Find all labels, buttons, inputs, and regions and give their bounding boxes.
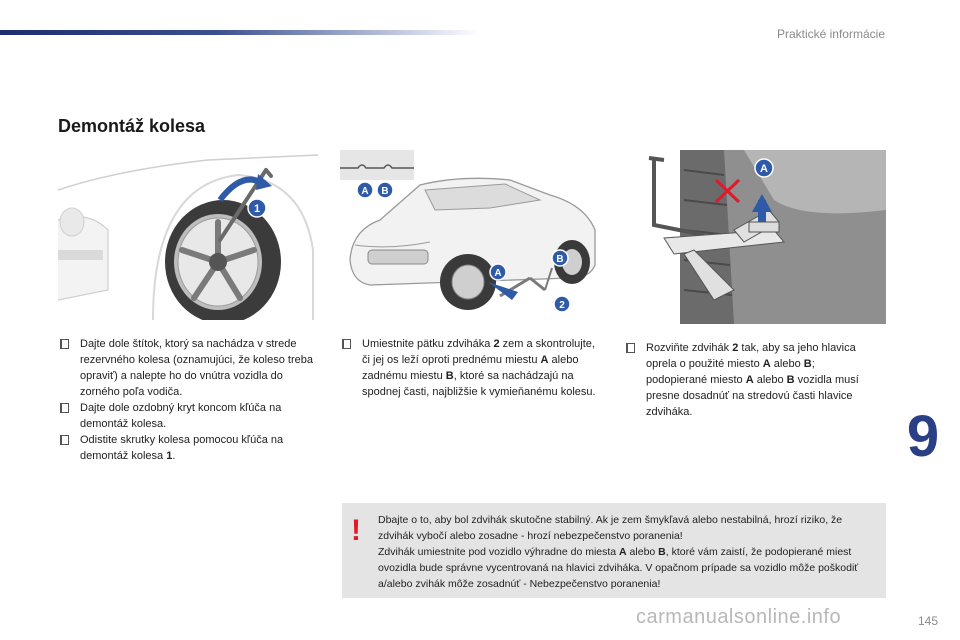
figure-car-jack-points — [340, 150, 602, 320]
jack-positioning-illustration — [624, 150, 886, 324]
instructions-column-2 — [340, 336, 598, 400]
page-number: 145 — [917, 614, 938, 628]
instructions-column-1 — [58, 336, 314, 464]
list-item — [58, 432, 314, 464]
figure-wheel-wrench — [58, 150, 318, 320]
warning-line: alebo — [626, 546, 659, 558]
bullet-icon — [342, 339, 351, 349]
list-item — [58, 336, 314, 400]
wheel-wrench-illustration — [58, 150, 318, 320]
warning-line: Zdvihák umiestnite pod vozidlo výhradne do miesta — [378, 546, 620, 558]
bullet-icon — [60, 435, 69, 445]
callout-a-jack-head: A — [760, 163, 768, 175]
header-accent-bar — [0, 30, 480, 35]
list-item — [58, 400, 314, 432]
instruction-text: zem a skontrolujte, či jej os leží oproti prednému miestu — [362, 338, 595, 366]
list-item — [340, 336, 598, 400]
callout-jack-2: 2 — [559, 300, 565, 311]
reference-1: 1 — [166, 450, 173, 462]
figure-jack-positioning — [624, 150, 886, 324]
instruction-text: alebo — [770, 358, 804, 370]
callout-a: A — [361, 186, 369, 197]
reference-a: A — [540, 354, 549, 366]
instruction-text: vozidla musí presne dosadnúť na stredovú časti hlavice zdviháka. — [646, 374, 859, 418]
reference-2: 2 — [732, 342, 739, 354]
instructions-column-3 — [624, 340, 874, 420]
watermark: carmanualsonline.info — [636, 606, 842, 628]
callout-b-under-car: B — [556, 254, 564, 265]
bullet-icon — [60, 339, 69, 349]
reference-b: B — [658, 546, 666, 558]
reference-a: A — [745, 374, 754, 386]
bullet-icon — [60, 403, 69, 413]
instruction-text: alebo zadnému miestu — [362, 354, 579, 382]
callout-b: B — [381, 186, 389, 197]
reference-a: A — [619, 546, 627, 558]
instruction-text: tak, aby sa jeho hlavica oprela o použité miesto — [646, 342, 856, 370]
car-jack-illustration — [340, 150, 602, 320]
warning-icon: ! — [351, 514, 361, 547]
reference-a: A — [762, 358, 771, 370]
callout-1: 1 — [253, 203, 261, 215]
instruction-text: Rozviňte zdvihák — [646, 342, 733, 354]
warning-text — [378, 512, 880, 592]
page-title: Demontáž kolesa — [58, 116, 206, 136]
instruction-text: ; podopierané miesto — [646, 358, 815, 386]
warning-line: , ktoré vám zaistí, že podopierané miest ovozidla bude správne vycentrovaná na hlavici zdviháka. V opačnom prípade sa vozidlo môže poškodiť a/alebo zvihák môže zosadnúť - Nebezpečenstvo poranenia! — [378, 546, 859, 590]
reference-b: B — [803, 358, 812, 370]
bullet-icon — [626, 343, 635, 353]
chapter-number: 9 — [906, 404, 940, 469]
instruction-text: alebo — [753, 374, 787, 386]
instruction-text-end: . — [172, 450, 176, 462]
list-item — [624, 340, 874, 420]
section-header: Praktické informácie — [776, 27, 885, 41]
callout-a-under-car: A — [494, 268, 502, 279]
instruction-text: Dajte dole štítok, ktorý sa nachádza v strede rezervného kolesa (oznamujúci, že koleso treba opraviť) a nalepte ho do vnútra vozidla do zorného poľa vodiča. — [80, 338, 313, 398]
reference-2: 2 — [493, 338, 500, 350]
warning-line: Dbajte o to, aby bol zdvihák skutočne stabilný. Ak je zem šmykľavá alebo nestabilná, hrozí riziko, že zdvihák vybočí alebo zosadne - hrozí nebezpečenstvo poranenia! — [378, 514, 843, 542]
instruction-text: Odistite skrutky kolesa pomocou kľúča na demontáž kolesa — [80, 434, 284, 462]
reference-b: B — [786, 374, 795, 386]
instruction-text: Dajte dole ozdobný kryt koncom kľúča na demontáž kolesa. — [80, 402, 282, 430]
reference-b: B — [445, 370, 454, 382]
instruction-text: , ktoré sa nachádzajú na spodnej časti, najbližšie k vymieňanému kolesu. — [362, 370, 596, 398]
instruction-text: Umiestnite pätku zdviháka — [362, 338, 494, 350]
warning-box — [342, 503, 886, 598]
